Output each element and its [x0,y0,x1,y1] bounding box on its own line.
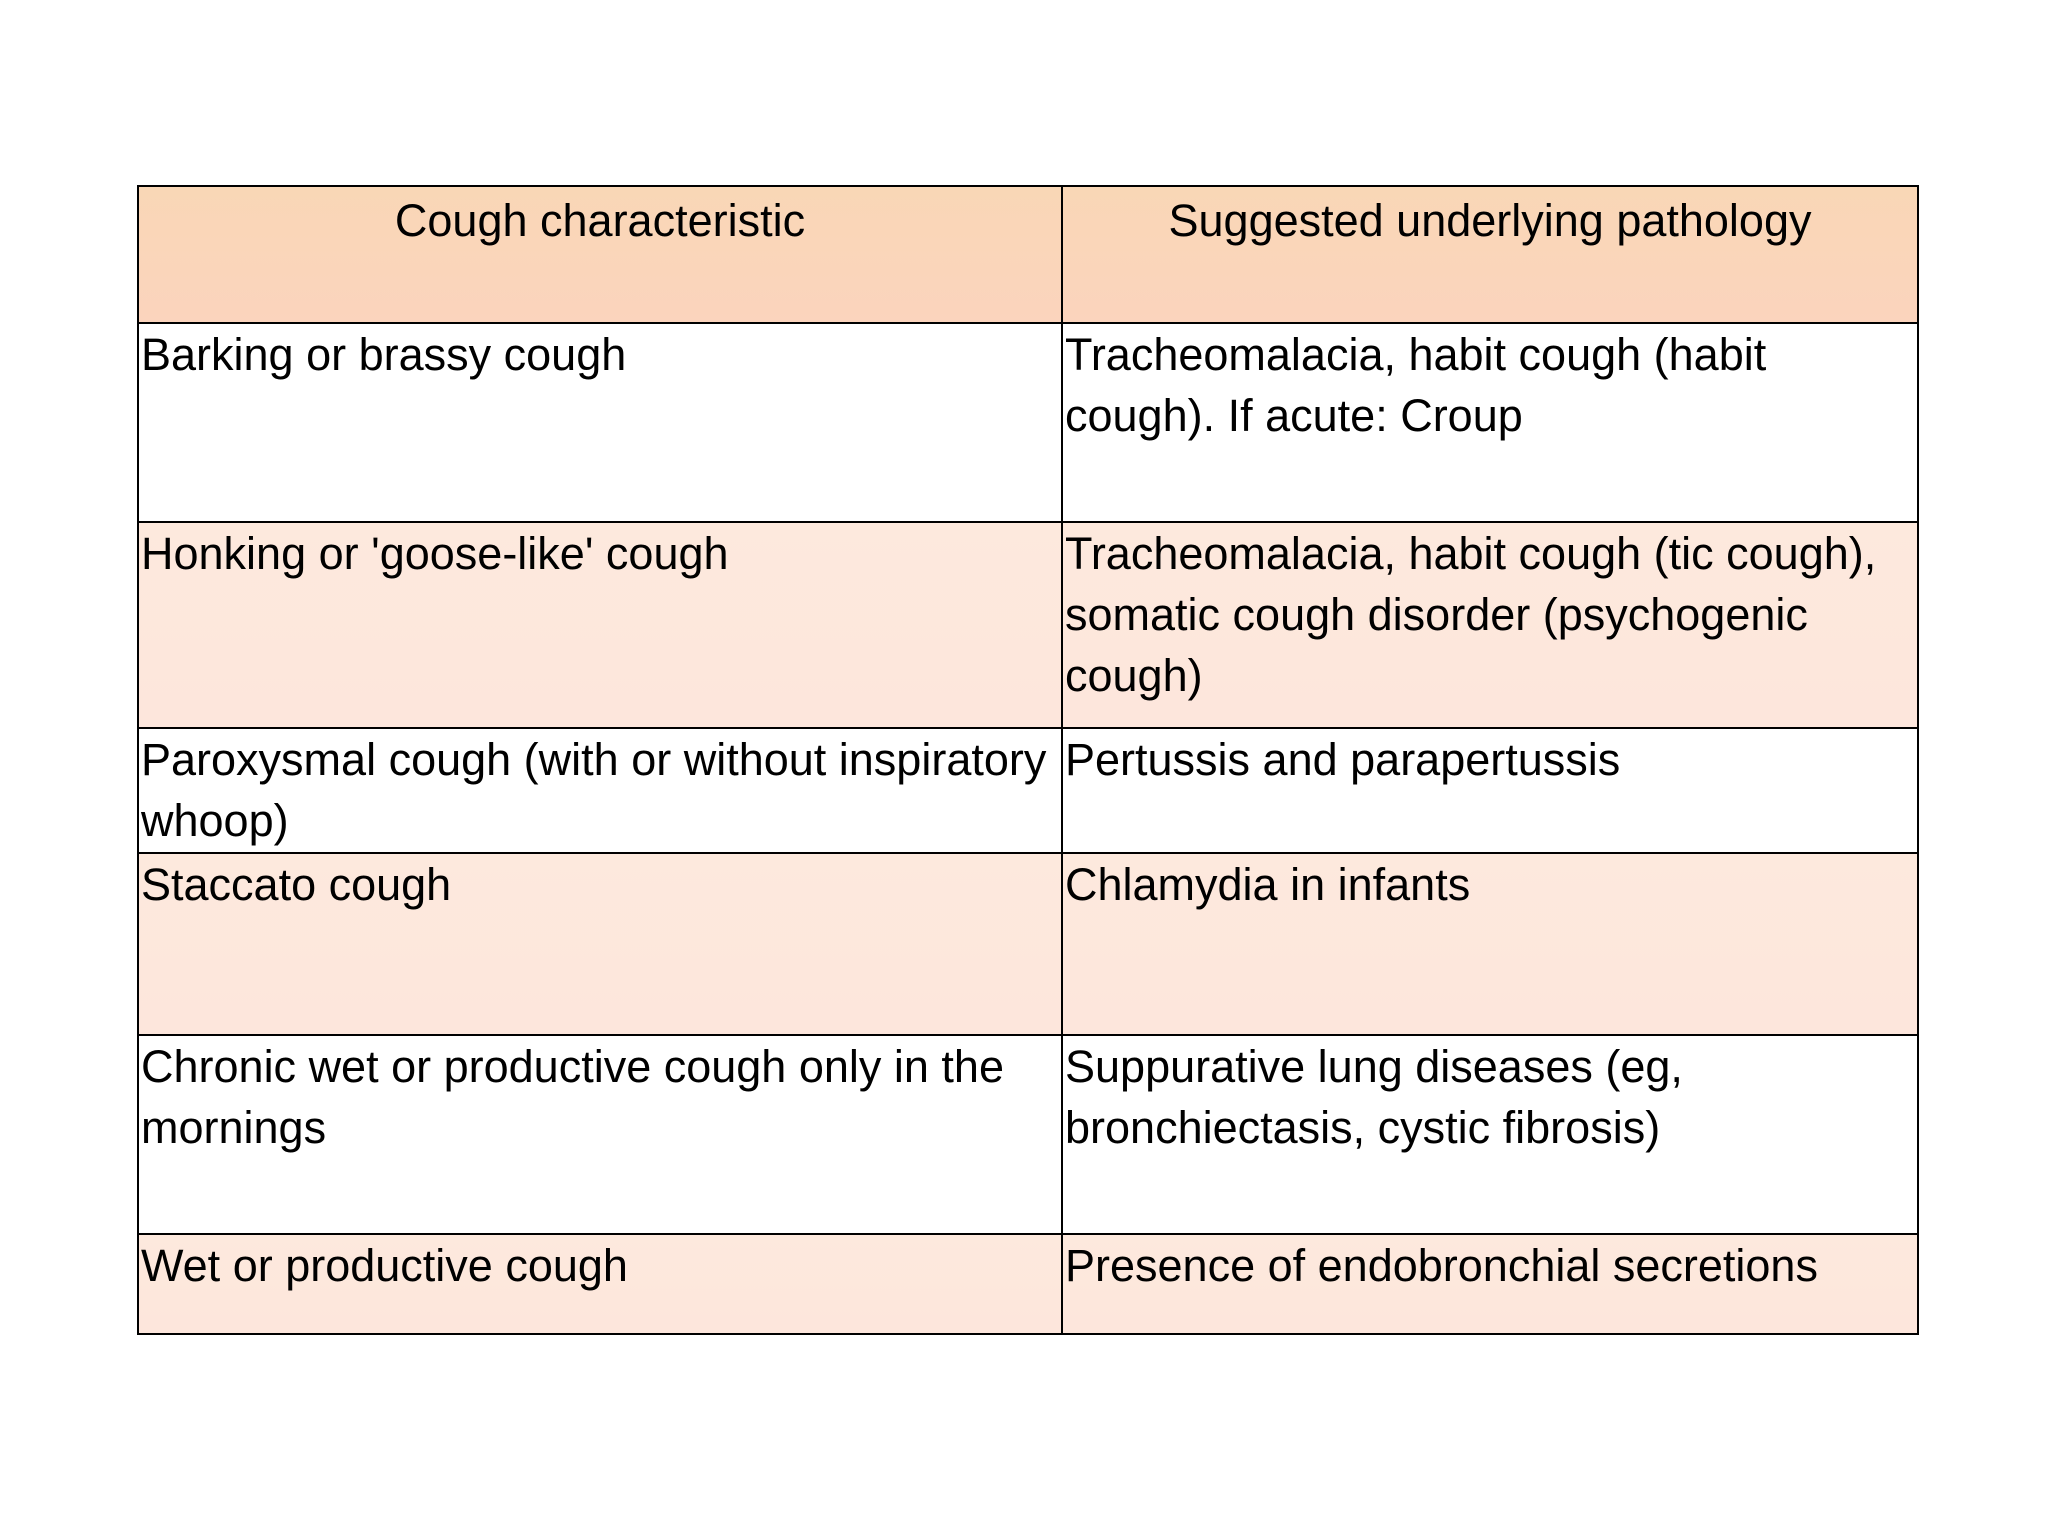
pathology-cell: Tracheomalacia, habit cough (habit cough). If acute: Croup [1062,323,1918,522]
header-suggested-pathology: Suggested underlying pathology [1062,186,1918,323]
cough-characteristic-cell: Wet or productive cough [138,1234,1062,1334]
cough-table [137,185,1919,1335]
table-row [138,728,1918,853]
table-row [138,323,1918,522]
pathology-cell: Chlamydia in infants [1062,853,1918,1035]
pathology-cell: Suppurative lung diseases (eg, bronchiectasis, cystic fibrosis) [1062,1035,1918,1234]
table-header-row [138,186,1918,323]
cough-characteristic-cell: Paroxysmal cough (with or without inspiratory whoop) [138,728,1062,853]
cough-characteristic-cell: Staccato cough [138,853,1062,1035]
pathology-cell: Pertussis and parapertussis [1062,728,1918,853]
cough-characteristic-cell: Honking or 'goose-like' cough [138,522,1062,728]
pathology-cell: Tracheomalacia, habit cough (tic cough), somatic cough disorder (psychogenic cough) [1062,522,1918,728]
cough-characteristic-cell: Barking or brassy cough [138,323,1062,522]
header-cough-characteristic: Cough characteristic [138,186,1062,323]
table-row [138,522,1918,728]
table-row [138,1035,1918,1234]
table-row [138,1234,1918,1334]
table-row [138,853,1918,1035]
pathology-cell: Presence of endobronchial secretions [1062,1234,1918,1334]
cough-characteristic-cell: Chronic wet or productive cough only in the mornings [138,1035,1062,1234]
